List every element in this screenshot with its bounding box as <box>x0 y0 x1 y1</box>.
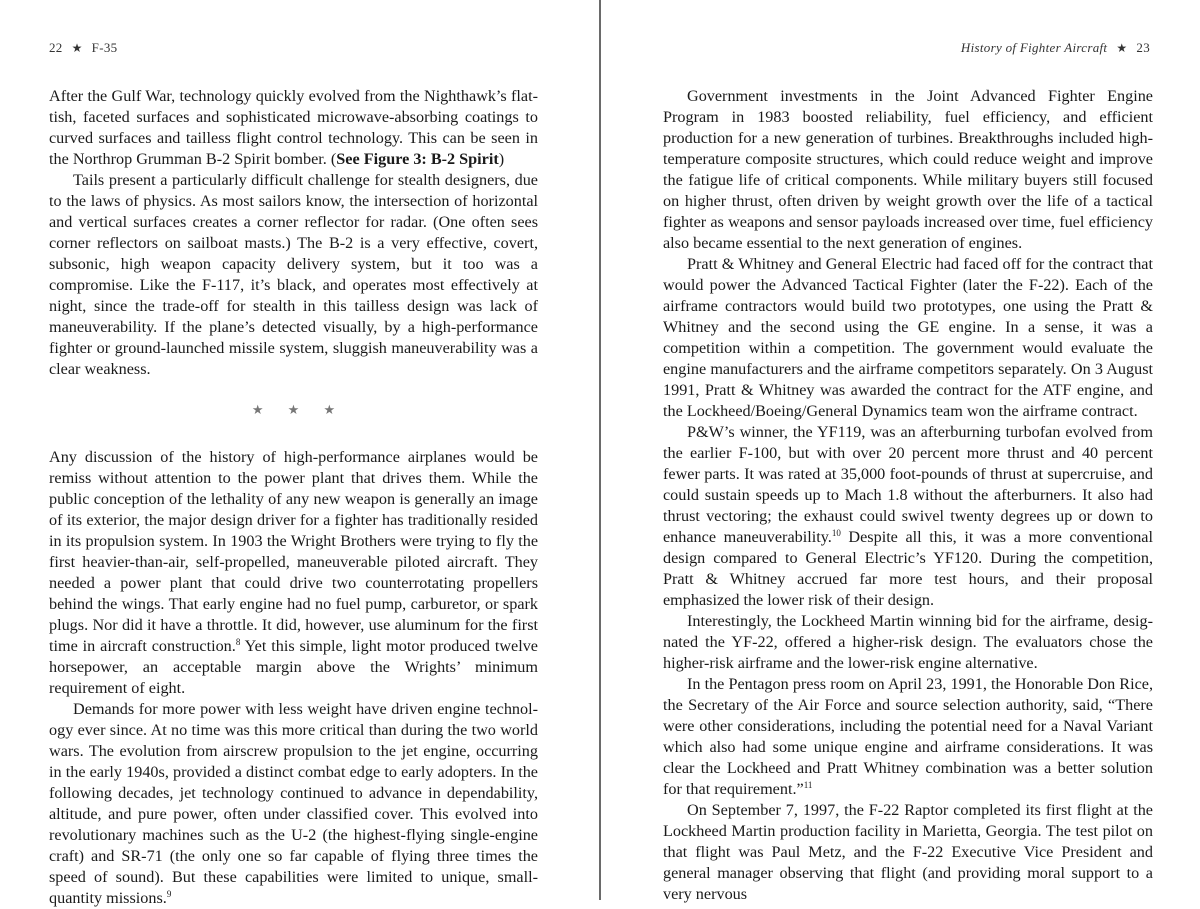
paragraph-text: Demands for more power with less weight have driven engine technology ever since. At no time was this more critical than during the two world wars. The evolution from airscrew propulsion to the jet engine, occurring in the early 1940s, provided a distinct combat edge to early adopters. In the following decades, jet technology continued to advance in dependability, altitude, and pure power, often under classified cover. This evolved into revolutionary machines such as the U-2 (the highest-flying single-engine craft) and SR-71 (the only one so far capable of flying three times the speed of sound). But these capabilities were limited to unique, small-quantity missions. <box>49 700 538 907</box>
left-body-text <box>49 86 538 909</box>
left-page <box>0 0 599 907</box>
left-running-title: F-35 <box>91 40 118 55</box>
right-body-text <box>663 86 1153 905</box>
footnote-marker: 10 <box>831 528 841 538</box>
paragraph-text: ) <box>498 150 505 168</box>
footnote-marker: 9 <box>166 889 172 899</box>
right-paragraph-3 <box>663 422 1153 611</box>
paragraph-text: In the Pentagon press room on April 23, 1991, the Honorable Don Rice, the Secretary of the Air Force and source selection authority, said, “There were other considerations, including the potential need for a Naval Variant which also had some unique engine and airframe considerations. It was clear the Lockheed and Pratt Whitney combination was a better solution for that requirement.” <box>663 675 1153 798</box>
right-running-title: History of Fighter Aircraft <box>960 40 1108 55</box>
left-paragraph-2: Tails present a particularly difficult challenge for stealth designers, due to the laws of physics. As most sailors know, the intersection of horizontal and vertical surfaces creates a corner reflector for radar. (One often sees corner reflectors on sailboat masts.) The B-2 is a very effective, covert, subsonic, high weapon capacity delivery system, but it too was a compromise. Like the F-117, it’s black, and operates most effectively at night, since the trade-off for stealth in this tailless design was lack of maneuverability. If the plane’s detected visually, by a high-performance fighter or ground-launched missile system, sluggish maneuverability was a clear weakness. <box>49 171 538 378</box>
star-icon: ★ <box>71 41 83 55</box>
paragraph-text: P&W’s winner, the YF119, was an afterburning turbofan evolved from the earlier F-100, but with over 20 percent more thrust and 40 percent fewer parts. It was rated at 35,000 foot-pounds of thrust at supercruise, and could sustain speeds up to Mach 1.8 without the afterburners. It also had thrust vectoring; the exhaust could swivel twenty degrees up or down to enhance maneuverability. <box>663 423 1153 546</box>
star-icon: ★ <box>1116 41 1128 55</box>
left-running-head <box>49 40 117 56</box>
footnote-marker: 11 <box>803 780 813 790</box>
right-paragraph-2: Pratt & Whitney and General Electric had faced off for the contract that would power the Advanced Tactical Fighter (later the F-22). Each of the airframe contractors would build two prototypes, one using the Pratt & Whitney and the second using the GE engine. In a sense, it was a competition within a competition. The government would evaluate the engine manufacturers and the airframe competitors separately. On 3 August 1991, Pratt & Whitney was awarded the contract for the ATF engine, and the Lockheed/Boeing/General Dynamics team won the airframe contract. <box>663 255 1153 420</box>
right-paragraph-1: Government investments in the Joint Advanced Fighter Engine Program in 1983 boosted reliability, fuel efficiency, and efficient production for a new generation of turbines. Breakthroughs included high-temperature composite structures, which could reduce weight and improve the fatigue life of critical components. While military buyers still focused on higher thrust, often driven by weight growth over the life of a tactical fighter as weapons and sensor payloads increased over time, fuel efficiency also became essential to the next generation of engines. <box>663 87 1153 252</box>
paragraph-text: Yet this simple, light motor produced twelve horsepower, an acceptable margin above the Wrights’ minimum requirement of eight. <box>49 637 538 697</box>
left-paragraph-3 <box>49 447 538 699</box>
left-paragraph-4 <box>49 699 538 909</box>
paragraph-text: After the Gulf War, technology quickly evolved from the Nighthawk’s flattish, faceted surfaces and sophisticated microwave-absorbing coatings to curved surfaces and tailless flight control technology. This can be seen in the Northrop Grumman B-2 Spirit bomber. ( <box>49 87 538 168</box>
right-page <box>601 0 1200 903</box>
right-paragraph-5 <box>663 674 1153 800</box>
figure-reference: See Figure 3: B-2 Spirit <box>336 150 499 168</box>
left-paragraph-1 <box>49 86 538 170</box>
right-paragraph-4: Interestingly, the Lockheed Martin winning bid for the airframe, designated the YF-22, offered a higher-risk design. The evaluators chose the higher-risk airframe and the lower-risk engine alternative. <box>663 612 1153 672</box>
right-page-number: 23 <box>1136 40 1150 55</box>
paragraph-text: Despite all this, it was a more conventional design compared to General Electric’s YF120. During the competition, Pratt & Whitney accrued far more test hours, and their proposal emphasized the lower risk of their design. <box>663 528 1153 609</box>
right-paragraph-6: On September 7, 1997, the F-22 Raptor completed its first flight at the Lockheed Martin production facility in Marietta, Georgia. The test pilot on that flight was Paul Metz, and the F-22 Executive Vice President and general manager observing that flight (and providing moral support to a very nervous <box>663 801 1153 903</box>
paragraph-text: Any discussion of the history of high-performance airplanes would be remiss without attention to the power plant that drives them. While the public conception of the lethality of any new weapon is generally an image of its exterior, the major design driver for a fighter has traditionally resided in its propulsion system. In 1903 the Wright Brothers were trying to fly the first heavier-than-air, self-propelled, maneuverable piloted aircraft. They needed a power plant that could drive two counterrotating propellers behind the wings. That early engine had no fuel pump, carburetor, or spark plugs. Nor did it have a throttle. It did, however, use aluminum for the first time in aircraft construction. <box>49 448 538 655</box>
footnote-marker: 8 <box>235 637 241 647</box>
left-page-number: 22 <box>49 40 63 55</box>
right-running-head <box>961 40 1150 56</box>
section-break-stars: ★ ★ ★ <box>251 403 346 418</box>
